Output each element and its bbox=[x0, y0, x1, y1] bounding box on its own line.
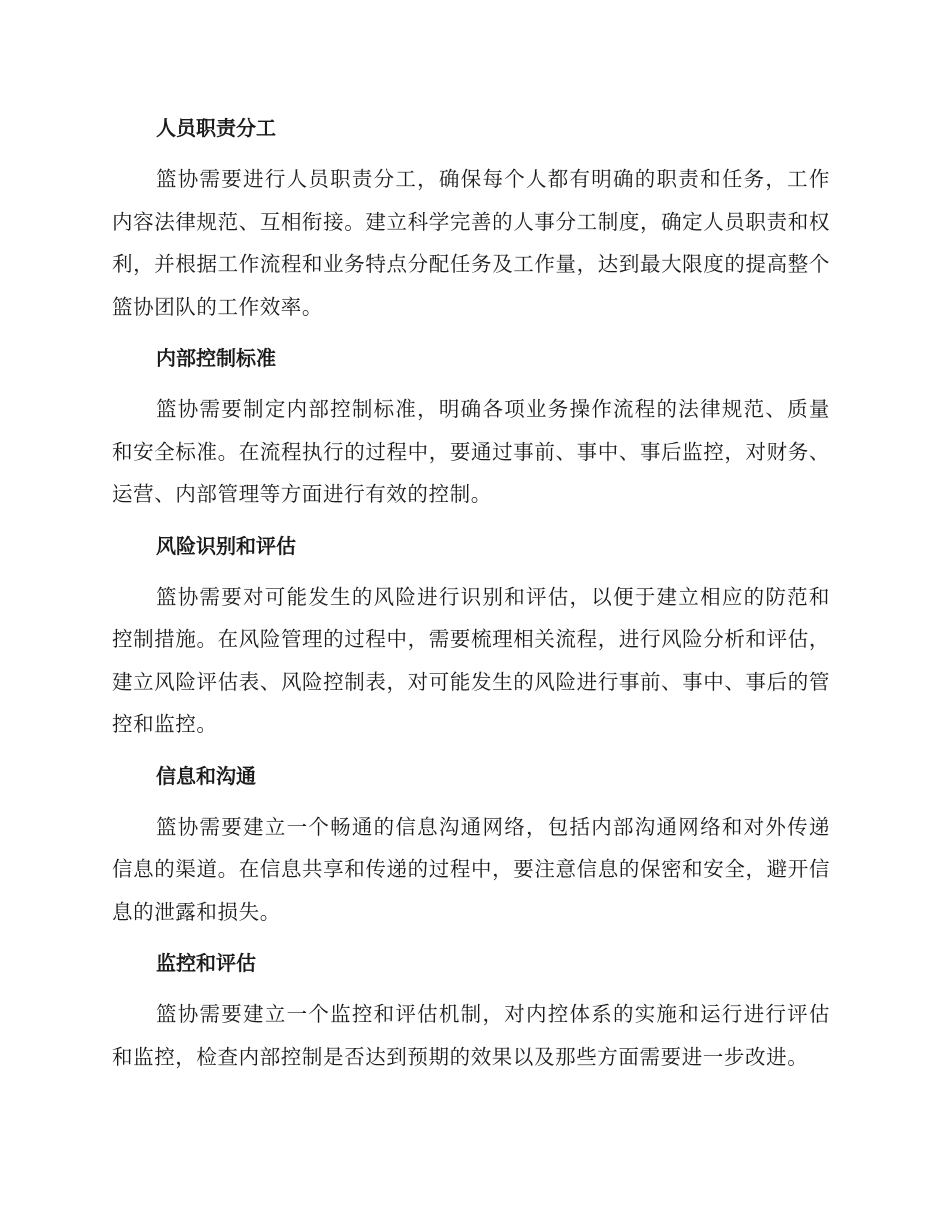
section-internal-control-standards bbox=[112, 338, 830, 516]
document-page bbox=[112, 108, 830, 1088]
section-paragraph: 篮协需要进行人员职责分工，确保每个人都有明确的职责和任务，工作内容法律规范、互相衔接。建立科学完善的人事分工制度，确定人员职责和权利，并根据工作流程和业务特点分配任务及工作量，达到最大限度的提高整个篮协团队的工作效率。 bbox=[112, 167, 830, 319]
section-heading: 信息和沟通 bbox=[156, 763, 256, 788]
section-heading: 人员职责分工 bbox=[156, 116, 276, 140]
section-paragraph: 篮协需要建立一个监控和评估机制，对内控体系的实施和运行进行评估和监控，检查内部控制是否达到预期的效果以及那些方面需要进一步改进。 bbox=[112, 1002, 830, 1069]
section-paragraph: 篮协需要制定内部控制标准，明确各项业务操作流程的法律规范、质量和安全标准。在流程执行的过程中，要通过事前、事中、事后监控，对财务、运营、内部管理等方面进行有效的控制。 bbox=[112, 397, 830, 506]
section-monitoring-evaluation bbox=[112, 943, 830, 1078]
section-heading: 监控和评估 bbox=[156, 951, 256, 975]
section-risk-identification bbox=[112, 526, 830, 746]
section-heading: 内部控制标准 bbox=[156, 346, 276, 370]
section-information-communication bbox=[112, 756, 830, 934]
section-personnel-duties bbox=[112, 108, 830, 328]
section-heading: 风险识别和评估 bbox=[156, 533, 296, 558]
section-paragraph: 篮协需要对可能发生的风险进行识别和评估，以便于建立相应的防范和控制措施。在风险管理的过程中，需要梳理相关流程，进行风险分析和评估，建立风险评估表、风险控制表，对可能发生的风险进行事前、事中、事后的管控和监控。 bbox=[112, 584, 830, 736]
section-paragraph: 篮协需要建立一个畅通的信息沟通网络，包括内部沟通网络和对外传递信息的渠道。在信息共享和传递的过程中，要注意信息的保密和安全，避开信息的泄露和损失。 bbox=[112, 814, 830, 924]
